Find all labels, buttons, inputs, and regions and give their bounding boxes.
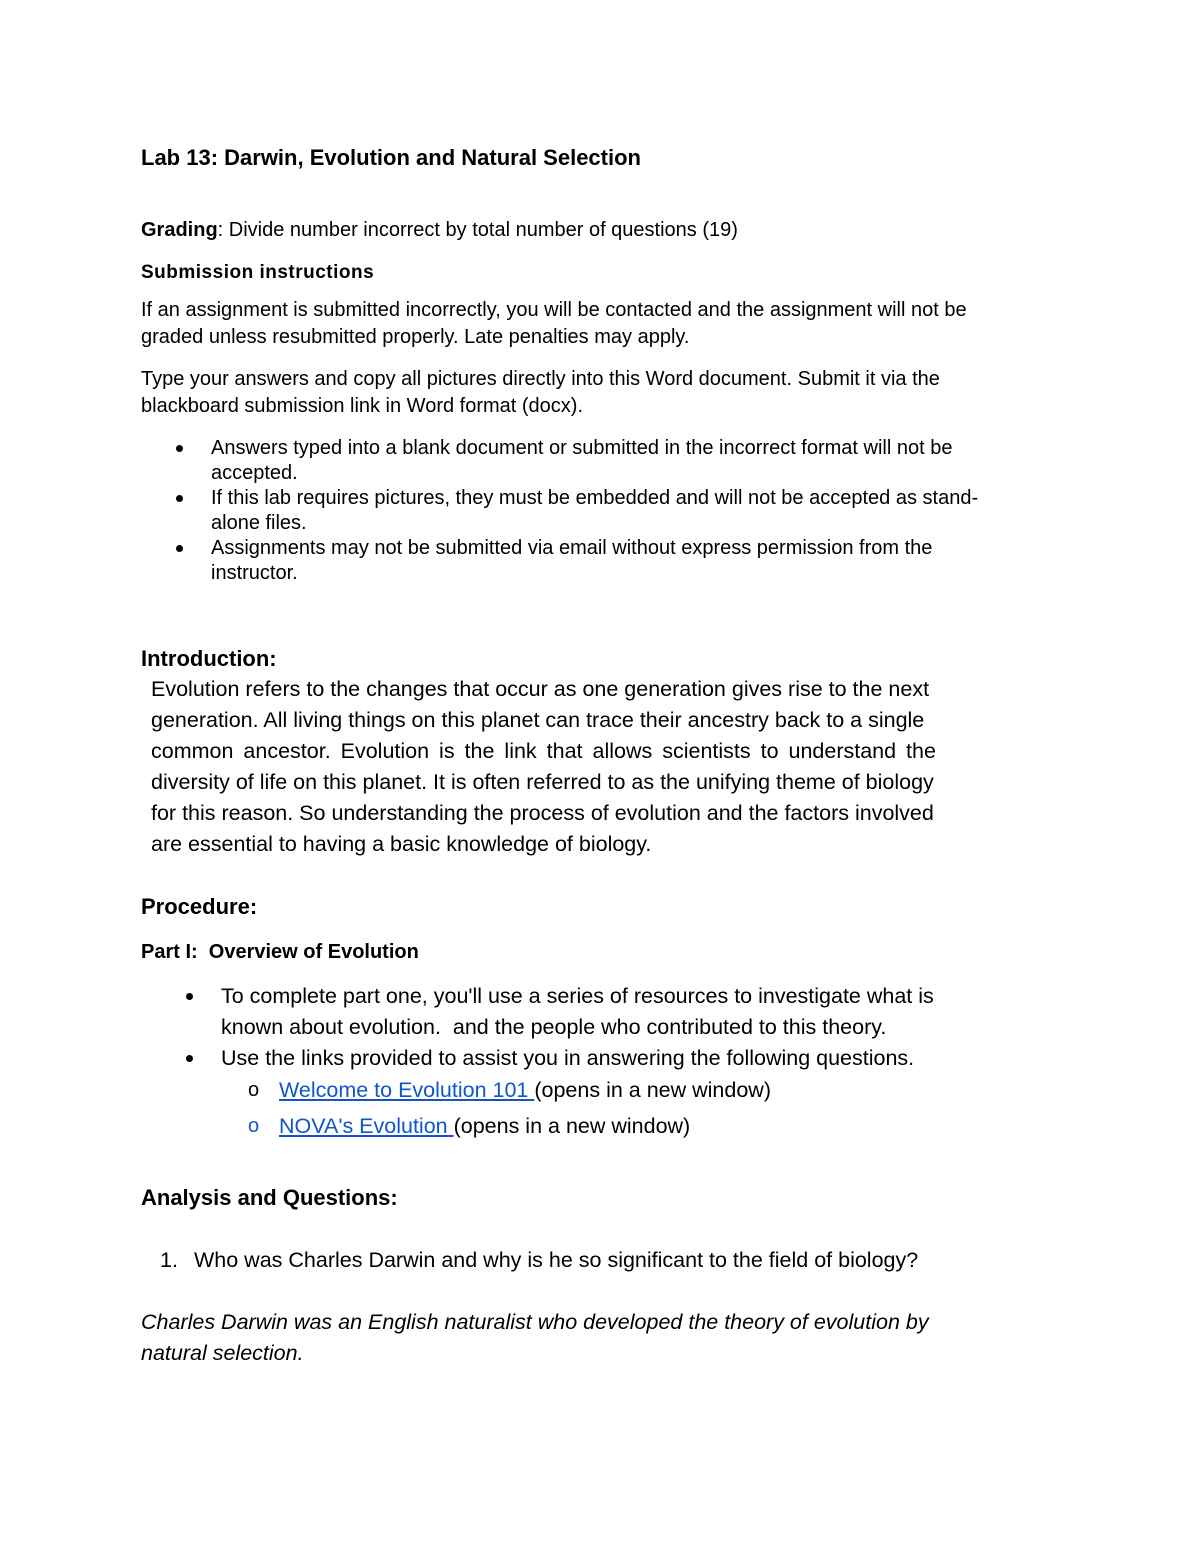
bullet-icon	[186, 1055, 193, 1062]
link-line-2	[279, 1114, 690, 1139]
introduction-line-1: Evolution refers to the changes that occur as one generation gives rise to the next	[151, 677, 930, 701]
procedure-bullet-2-line1: Use the links provided to assist you in answering the following questions.	[221, 1046, 915, 1070]
grading-label: Grading	[141, 219, 218, 241]
nova-evolution-link[interactable]: NOVA's Evolution	[279, 1114, 454, 1138]
bullet-icon	[176, 445, 183, 452]
procedure-bullet-1-line1: To complete part one, you'll use a series of resources to investigate what is	[221, 984, 934, 1008]
submission-para1-line1: If an assignment is submitted incorrectly, you will be contacted and the assignment will not be	[141, 299, 967, 321]
question-1	[160, 1248, 918, 1273]
analysis-heading: Analysis and Questions:	[141, 1185, 398, 1210]
submission-para2-line2: blackboard submission link in Word format (docx).	[141, 395, 584, 417]
submission-bullet-3-line2: instructor.	[211, 562, 298, 584]
submission-bullet-2-line2: alone files.	[211, 512, 307, 534]
submission-bullet-2-line1: If this lab requires pictures, they must be embedded and will not be accepted as stand-	[211, 487, 979, 509]
question-number: 1.	[160, 1248, 178, 1272]
sub-bullet-marker-icon: o	[248, 1079, 260, 1101]
introduction-line-3: common ancestor. Evolution is the link that allows scientists to understand the	[151, 739, 936, 763]
bullet-icon	[176, 545, 183, 552]
bullet-icon	[176, 495, 183, 502]
link-line-1	[279, 1078, 771, 1103]
introduction-line-5: for this reason. So understanding the process of evolution and the factors involved	[151, 801, 934, 825]
answer-line-1: Charles Darwin was an English naturalist who developed the theory of evolution by	[141, 1310, 929, 1334]
procedure-heading: Procedure:	[141, 894, 258, 919]
submission-bullet-3-line1: Assignments may not be submitted via email without express permission from the	[211, 537, 933, 559]
part-heading: Part I: Overview of Evolution	[141, 941, 419, 963]
procedure-bullet-1-line2: known about evolution. and the people who contributed to this theory.	[221, 1015, 887, 1039]
bullet-icon	[186, 993, 193, 1000]
submission-bullet-1-line1: Answers typed into a blank document or submitted in the incorrect format will not be	[211, 437, 953, 459]
introduction-line-4: diversity of life on this planet. It is often referred to as the unifying theme of biology	[151, 770, 934, 794]
link-1-suffix: (opens in a new window)	[534, 1078, 771, 1102]
introduction-line-6: are essential to having a basic knowledge of biology.	[151, 832, 652, 856]
answer-line-2: natural selection.	[141, 1341, 304, 1365]
sub-bullet-marker-icon: o	[248, 1115, 260, 1137]
page-title: Lab 13: Darwin, Evolution and Natural Selection	[141, 145, 641, 170]
introduction-heading: Introduction:	[141, 646, 277, 671]
grading-line	[141, 219, 738, 242]
link-2-suffix: (opens in a new window)	[453, 1114, 691, 1138]
grading-text: : Divide number incorrect by total number of questions (19)	[217, 219, 738, 241]
submission-heading: Submission instructions	[141, 262, 375, 283]
submission-para2-line1: Type your answers and copy all pictures directly into this Word document. Submit it via the	[141, 368, 940, 390]
submission-bullet-1-line2: accepted.	[211, 462, 298, 484]
question-text: Who was Charles Darwin and why is he so significant to the field of biology?	[194, 1248, 919, 1272]
welcome-evolution-link[interactable]: Welcome to Evolution 101	[279, 1078, 535, 1102]
submission-para1-line2: graded unless resubmitted properly. Late penalties may apply.	[141, 326, 690, 348]
introduction-line-2: generation. All living things on this planet can trace their ancestry back to a single	[151, 708, 925, 732]
